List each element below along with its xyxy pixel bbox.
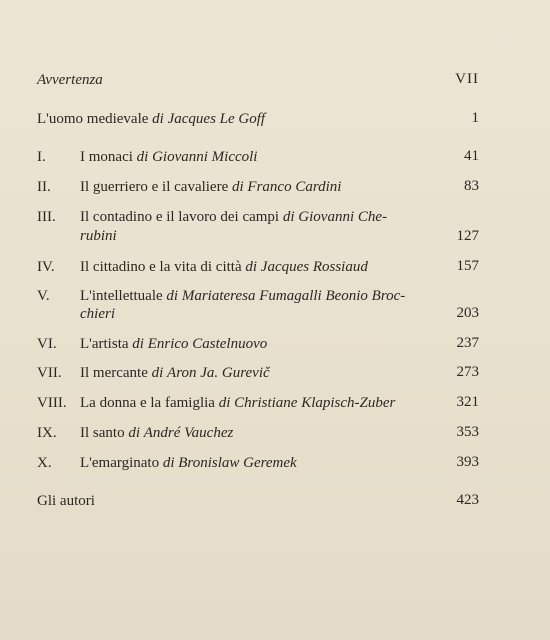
chapter-number: VIII. <box>37 395 67 411</box>
chapter-title: L'intellettuale <box>80 288 163 304</box>
chapter-number: V. <box>37 288 50 304</box>
chapter-by: di <box>245 259 258 275</box>
chapter-author: Enrico Castelnuovo <box>147 336 268 352</box>
chapter-by: di <box>218 395 231 411</box>
chapter-number: III. <box>37 209 56 225</box>
avvertenza-page: VII <box>455 71 479 87</box>
chapter-author: Giovanni Che- <box>298 209 388 225</box>
chapter-author-continued: chieri <box>80 306 115 322</box>
chapter-title: Il guerriero e il cavaliere <box>80 179 229 195</box>
autori-label: Gli autori <box>37 493 95 509</box>
chapter-by: di <box>232 179 244 195</box>
chapter-author: Aron Ja. Gurevič <box>167 365 270 381</box>
chapter-number: X. <box>37 455 52 471</box>
chapter-page: 321 <box>456 394 479 410</box>
chapter-page: 83 <box>464 178 479 194</box>
chapter-number: II. <box>37 179 51 195</box>
chapter-number: I. <box>37 149 46 165</box>
chapter-title: Il cittadino e la vita di città <box>80 259 242 275</box>
chapter-author: André Vauchez <box>143 425 234 441</box>
chapter-title: Il contadino e il lavoro dei campi <box>80 209 280 225</box>
chapter-title: L'artista <box>80 336 129 352</box>
chapter-title: Il mercante <box>80 365 148 381</box>
avvertenza-label: Avvertenza <box>37 72 103 88</box>
intro-author: Jacques Le Goff <box>167 111 266 127</box>
intro-title: L'uomo medievale <box>37 111 149 127</box>
chapter-by: di <box>151 365 164 381</box>
chapter-number: IV. <box>37 259 55 275</box>
chapter-author: Mariateresa Fumagalli Beonio Broc- <box>181 288 406 304</box>
chapter-number: IX. <box>37 425 57 441</box>
chapter-number: VI. <box>37 336 57 352</box>
chapter-author: Christiane Klapisch-Zuber <box>234 395 396 411</box>
chapter-page: 393 <box>456 454 479 470</box>
chapter-page: 157 <box>456 258 479 274</box>
chapter-author-continued: rubini <box>80 228 117 244</box>
chapter-page: 353 <box>456 424 479 440</box>
chapter-author: Jacques Rossiaud <box>260 259 368 275</box>
chapter-page: 273 <box>456 364 479 380</box>
chapter-title: La donna e la famiglia <box>80 395 215 411</box>
chapter-by: di <box>166 288 179 304</box>
chapter-page: 127 <box>456 228 479 244</box>
chapter-title: I monaci <box>80 149 133 165</box>
chapter-by: di <box>136 149 149 165</box>
chapter-author: Giovanni Miccoli <box>152 149 258 165</box>
chapter-title: L'emarginato <box>80 455 160 471</box>
toc-autori <box>37 492 95 511</box>
chapter-author: Bronislaw Geremek <box>178 455 297 471</box>
toc-intro <box>37 110 265 129</box>
toc-avvertenza <box>37 71 103 90</box>
intro-by: di <box>152 111 164 127</box>
chapter-by: di <box>282 209 295 225</box>
chapter-page: 203 <box>456 305 479 321</box>
chapter-title: Il santo <box>80 425 125 441</box>
autori-page: 423 <box>456 492 479 508</box>
chapter-by: di <box>128 425 140 441</box>
intro-page: 1 <box>471 110 479 126</box>
chapter-page: 41 <box>464 148 479 164</box>
chapter-by: di <box>132 336 144 352</box>
chapter-number: VII. <box>37 365 62 381</box>
chapter-by: di <box>162 455 175 471</box>
chapter-author: Franco Cardini <box>247 179 342 195</box>
chapter-page: 237 <box>456 335 479 351</box>
